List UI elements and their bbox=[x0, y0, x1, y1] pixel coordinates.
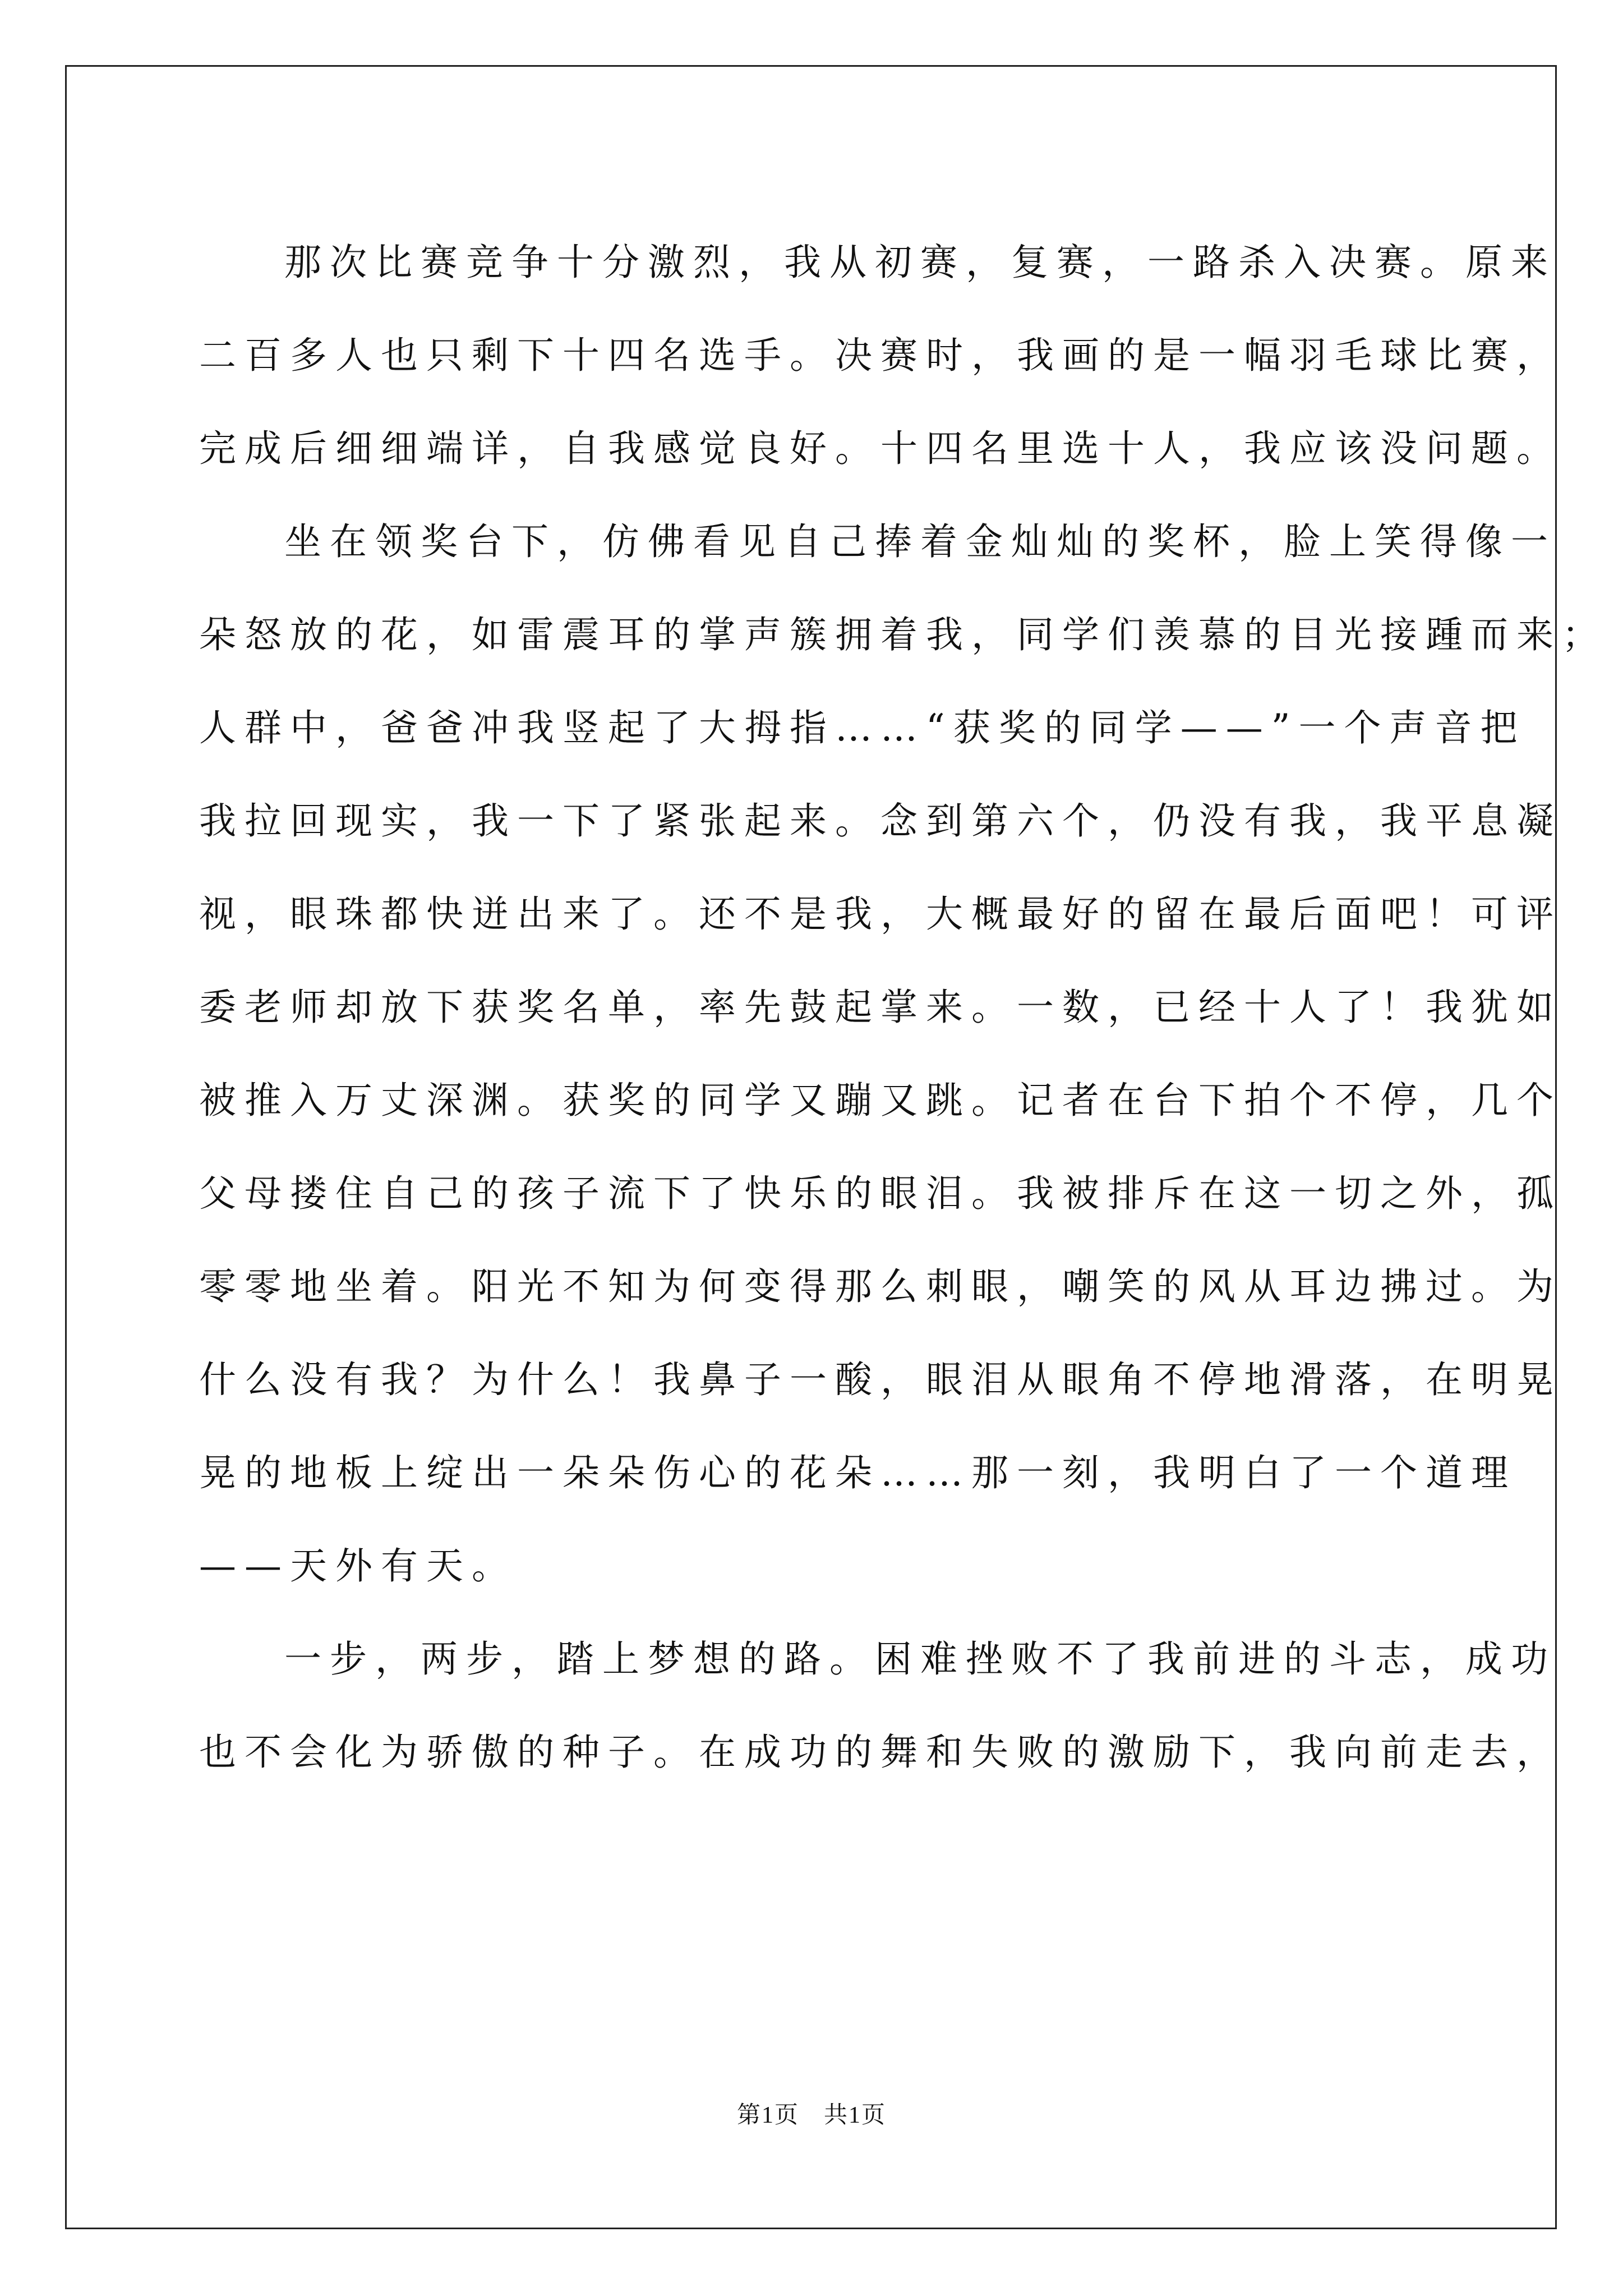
paragraph-2-line-11: 晃的地板上绽出一朵朵伤心的花朵……那一刻，我明白了一个道理 bbox=[199, 1451, 1516, 1494]
paragraph-2-line-12: ——天外有天。 bbox=[199, 1544, 517, 1588]
paragraph-2-line-9: 零零地坐着。阳光不知为何变得那么刺眼，嘲笑的风从耳边拂过。为 bbox=[199, 1265, 1562, 1308]
document-body bbox=[199, 216, 1607, 1799]
page-footer: 第1页 共1页 bbox=[736, 2102, 886, 2128]
paragraph-1-line-1: 那次比赛竞争十分激烈，我从初赛，复赛，一路杀入决赛。原来 bbox=[284, 241, 1556, 284]
paragraph-2-line-2: 朵怒放的花，如雷震耳的掌声簇拥着我，同学们羡慕的目光接踵而来； bbox=[199, 613, 1607, 656]
paragraph-3-line-2: 也不会化为骄傲的种子。在成功的舞和失败的激励下，我向前走去， bbox=[199, 1731, 1562, 1774]
paragraph-2-line-6: 委老师却放下获奖名单，率先鼓起掌来。一数，已经十人了！我犹如 bbox=[199, 986, 1562, 1029]
paragraph-2-line-7: 被推入万丈深渊。获奖的同学又蹦又跳。记者在台下拍个不停，几个 bbox=[199, 1079, 1562, 1122]
paragraph-2-line-1: 坐在领奖台下，仿佛看见自己捧着金灿灿的奖杯，脸上笑得像一 bbox=[284, 520, 1556, 563]
paragraph-2-line-10: 什么没有我？为什么！我鼻子一酸，眼泪从眼角不停地滑落，在明晃 bbox=[199, 1358, 1562, 1401]
paragraph-2-line-3: 人群中，爸爸冲我竖起了大拇指……“获奖的同学——”一个声音把 bbox=[199, 706, 1526, 749]
paragraph-1-line-2: 二百多人也只剩下十四名选手。决赛时，我画的是一幅羽毛球比赛， bbox=[199, 334, 1562, 377]
paragraph-2-line-8: 父母搂住自己的孩子流下了快乐的眼泪。我被排斥在这一切之外，孤 bbox=[199, 1172, 1562, 1215]
paragraph-3-line-1: 一步，两步，踏上梦想的路。困难挫败不了我前进的斗志，成功 bbox=[284, 1637, 1556, 1681]
paragraph-2-line-4: 我拉回现实，我一下了紧张起来。念到第六个，仍没有我，我平息凝 bbox=[199, 799, 1562, 843]
paragraph-2-line-5: 视，眼珠都快迸出来了。还不是我，大概最好的留在最后面吧！可评 bbox=[199, 892, 1562, 936]
paragraph-1-line-3: 完成后细细端详，自我感觉良好。十四名里选十人，我应该没问题。 bbox=[199, 427, 1562, 470]
